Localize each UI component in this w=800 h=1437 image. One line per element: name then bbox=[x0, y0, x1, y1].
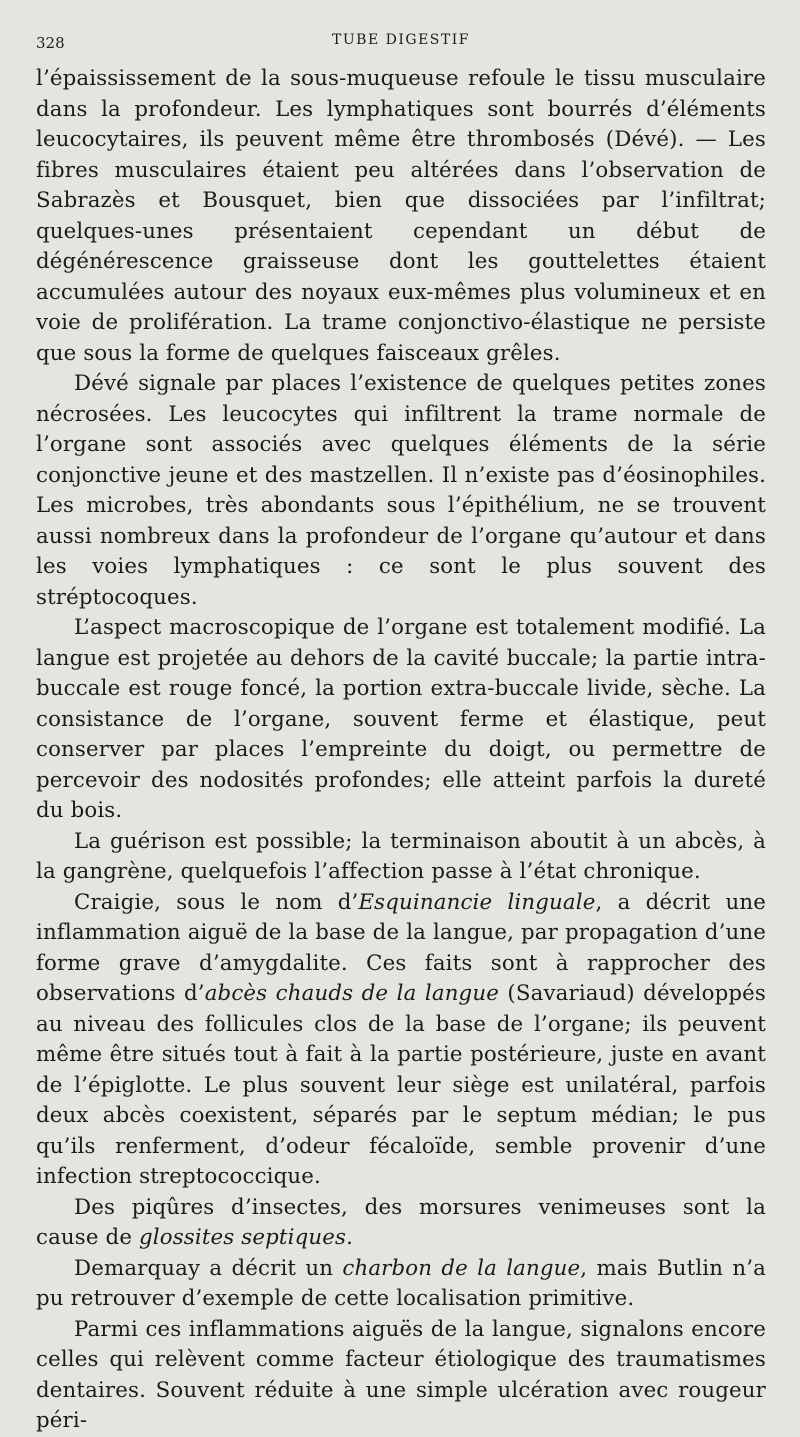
page-number: 328 bbox=[36, 34, 65, 52]
paragraph bbox=[36, 1193, 766, 1254]
text-segment: La guérison est possible; la terminaison aboutit à un abcès, à la gangrène, quelquefois l’affection passe à l’état chronique. bbox=[36, 828, 766, 884]
text-segment: , mais Butlin n’a pu retrouver d’exemple de cette localisation primitive. bbox=[36, 1255, 766, 1311]
paragraph bbox=[36, 369, 766, 613]
paragraph bbox=[36, 1315, 766, 1437]
text-segment: Des piqûres d’insectes, des morsures venimeuses sont la cause de bbox=[36, 1194, 766, 1250]
italic-phrase: Esquinancie linguale bbox=[358, 889, 596, 915]
paragraph bbox=[36, 613, 766, 827]
text-segment: . bbox=[346, 1225, 353, 1250]
paragraph bbox=[36, 827, 766, 888]
paragraph bbox=[36, 888, 766, 1193]
text-segment: Craigie, sous le nom d’ bbox=[74, 889, 359, 915]
text-segment: L’aspect macroscopique de l’organe est totalement modifié. La langue est projetée au dehors de la cavité buccale; la partie intra-buccale est rouge foncé, la portion extra-buccale livide, sèche. La consistance de l’organe, souvent ferme et élastique, peut conserver par places l’empreinte du doigt, ou permettre de percevoir des nodosités profondes; elle atteint parfois la dureté du bois. bbox=[36, 615, 766, 823]
running-head-title: TUBE DIGESTIF bbox=[332, 32, 470, 48]
text-segment: Parmi ces inflammations aiguës de la langue, signalons encore celles qui relèvent comme facteur étiologique des traumatismes dentaires. Souvent réduite à une simple ulcération avec rougeur péri- bbox=[36, 1316, 766, 1433]
text-segment: Demarquay a décrit un bbox=[74, 1255, 343, 1281]
body-text bbox=[36, 64, 766, 1437]
italic-phrase: abcès chauds de la langue bbox=[204, 981, 499, 1006]
italic-phrase: charbon de la langue bbox=[342, 1255, 581, 1281]
text-segment: l’épaississement de la sous-muqueuse refoule le tissu musculaire dans la profondeur. Les lymphatiques sont bourrés d’éléments leucocytaires, ils peuvent même être thrombosés (Dévé). — Les fibres musculaires étaient peu altérées dans l’observation de Sabrazès et Bousquet, bien que dissociées par l’infiltrat; quelques-unes présentaient cependant un début de dégénérescence graisseuse dont les gouttelettes étaient accumulées autour des noyaux eux-mêmes plus volumineux et en voie de prolifération. La trame conjonctivo-élastique ne persiste que sous la forme de quelques faisceaux grêles. bbox=[36, 66, 766, 366]
running-head bbox=[36, 26, 766, 56]
italic-phrase: glossites septiques bbox=[139, 1225, 347, 1250]
text-segment: , a décrit une inflammation aiguë de la base de la langue, par propagation d’une forme grave d’amygdalite. Ces faits sont à rapprocher des observations d’ bbox=[36, 889, 766, 1006]
text-segment: (Savariaud) développés au niveau des follicules clos de la base de l’organe; ils peuvent même être situés tout à fait à la partie postérieure, juste en avant de l’épiglotte. Le plus souvent leur siège est unilatéral, parfois deux abcès coexistent, séparés par le septum médian; le pus qu’ils renferment, d’odeur fécaloïde, semble provenir d’une infection streptococcique. bbox=[36, 981, 766, 1189]
text-segment: Dévé signale par places l’existence de quelques petites zones nécrosées. Les leucocytes qui infiltrent la trame normale de l’organe sont associés avec quelques éléments de la série conjonctive jeune et des mastzellen. Il n’existe pas d’éosinophiles. Les microbes, très abondants sous l’épithélium, ne se trouvent aussi nombreux dans la profondeur de l’organe qu’autour et dans les voies lymphatiques : ce sont le plus souvent des stréptocoques. bbox=[36, 371, 766, 610]
paragraph bbox=[36, 64, 766, 369]
paragraph bbox=[36, 1254, 766, 1315]
